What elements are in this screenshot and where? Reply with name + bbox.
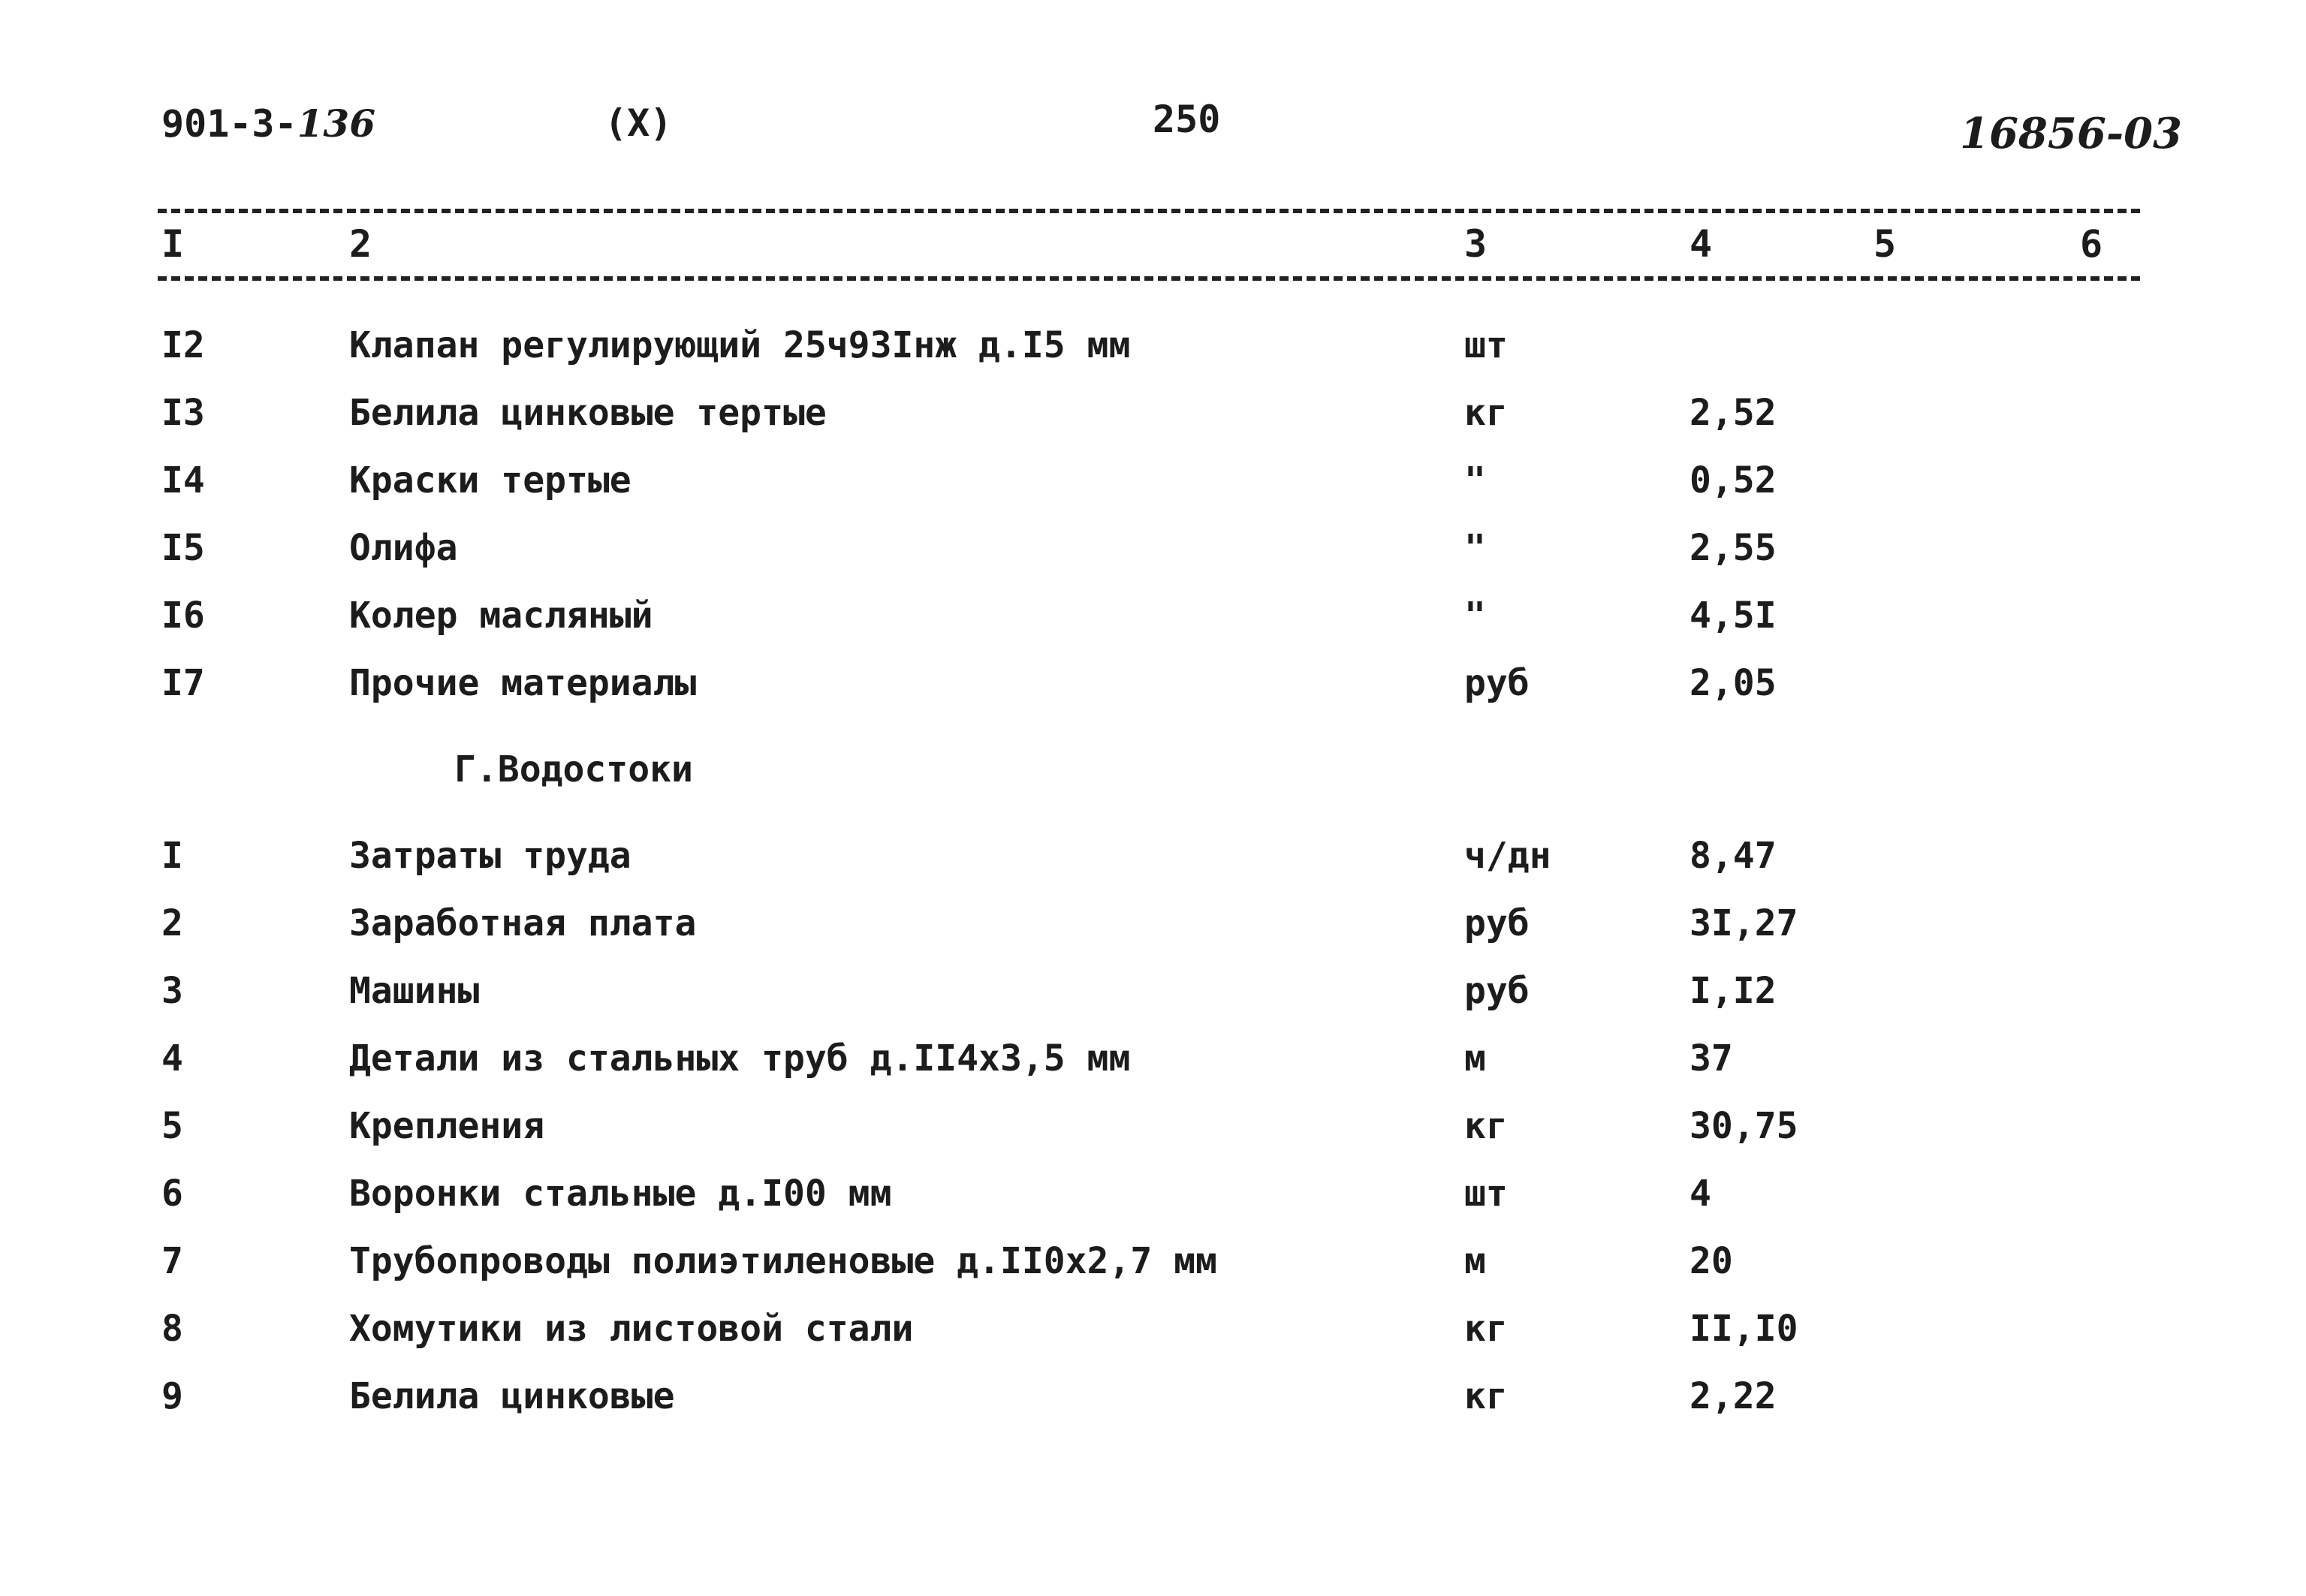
table-row — [0, 1096, 2306, 1156]
row-number: 6 — [161, 1173, 183, 1215]
row-name: Крепления — [349, 1105, 545, 1147]
row-qty: II,I0 — [1690, 1308, 1798, 1350]
row-unit: м — [1464, 1240, 1486, 1282]
row-qty: 0,52 — [1690, 459, 1777, 501]
row-unit: кг — [1464, 1105, 1508, 1147]
section-title: Г.Водостоки — [454, 748, 693, 790]
table-row — [0, 315, 2306, 375]
table-row — [0, 961, 2306, 1021]
row-qty: 2,22 — [1690, 1375, 1777, 1417]
header-divider-bottom — [158, 276, 2140, 281]
doc-code-typed: 901-3- — [161, 102, 297, 146]
row-name: Машины — [349, 970, 480, 1012]
row-qty: 37 — [1690, 1037, 1733, 1080]
row-unit: ч/дн — [1464, 835, 1551, 877]
column-header-3: 3 — [1464, 222, 1488, 266]
stamp-number: 16856-03 — [1960, 109, 2182, 158]
row-number: 4 — [161, 1037, 183, 1080]
row-name: Белила цинковые — [349, 1375, 675, 1417]
row-unit: " — [1464, 459, 1486, 501]
row-unit: кг — [1464, 1375, 1508, 1417]
row-unit: кг — [1464, 392, 1508, 434]
row-number: 9 — [161, 1375, 183, 1417]
table-row — [0, 653, 2306, 713]
row-number: I2 — [161, 324, 205, 366]
row-number: 5 — [161, 1105, 183, 1147]
row-unit: руб — [1464, 970, 1530, 1012]
column-header-2: 2 — [349, 222, 372, 266]
table-row — [0, 1299, 2306, 1359]
row-unit: " — [1464, 595, 1486, 637]
row-qty: 20 — [1690, 1240, 1733, 1282]
row-name: Олифа — [349, 527, 458, 569]
doc-code — [161, 101, 375, 146]
row-number: 7 — [161, 1240, 183, 1282]
row-number: I4 — [161, 459, 205, 501]
table-row — [0, 383, 2306, 443]
row-name: Затраты труда — [349, 835, 632, 877]
row-qty: 2,55 — [1690, 527, 1777, 569]
table-row — [0, 1366, 2306, 1426]
row-number: I3 — [161, 392, 205, 434]
row-name: Детали из стальных труб д.II4х3,5 мм — [349, 1037, 1131, 1080]
column-header-4: 4 — [1690, 222, 1713, 266]
table-row — [0, 518, 2306, 578]
row-unit: " — [1464, 527, 1486, 569]
row-qty: 8,47 — [1690, 835, 1777, 877]
row-qty: 3I,27 — [1690, 902, 1798, 944]
row-number: I7 — [161, 662, 205, 704]
row-qty: 2,52 — [1690, 392, 1777, 434]
row-qty: 2,05 — [1690, 662, 1777, 704]
row-unit: м — [1464, 1037, 1486, 1080]
row-number: I5 — [161, 527, 205, 569]
table-row — [0, 1231, 2306, 1291]
row-unit: руб — [1464, 902, 1530, 944]
doc-code-handwritten: 136 — [297, 101, 375, 146]
row-qty: 4 — [1690, 1173, 1711, 1215]
row-name: Трубопроводы полиэтиленовые д.II0х2,7 мм — [349, 1240, 1217, 1282]
row-name: Заработная плата — [349, 902, 697, 944]
table-row — [0, 826, 2306, 886]
column-header-5: 5 — [1873, 222, 1897, 266]
table-row — [0, 1164, 2306, 1224]
row-qty: I,I2 — [1690, 970, 1777, 1012]
section-mark: (X) — [604, 101, 673, 145]
row-number: I6 — [161, 595, 205, 637]
row-qty: 4,5I — [1690, 595, 1777, 637]
row-name: Краски тертые — [349, 459, 632, 501]
column-header-1: I — [161, 222, 185, 266]
row-name: Колер масляный — [349, 595, 653, 637]
column-header-6: 6 — [2080, 222, 2103, 266]
row-number: 3 — [161, 970, 183, 1012]
row-number: 2 — [161, 902, 183, 944]
table-row — [0, 586, 2306, 646]
table-row — [0, 893, 2306, 953]
row-name: Прочие материалы — [349, 662, 697, 704]
page-number: 250 — [1153, 98, 1221, 141]
table-row — [0, 1028, 2306, 1089]
row-unit: шт — [1464, 1173, 1508, 1215]
row-unit: кг — [1464, 1308, 1508, 1350]
table-row — [0, 450, 2306, 510]
row-number: I — [161, 835, 183, 877]
row-name: Хомутики из листовой стали — [349, 1308, 914, 1350]
row-number: 8 — [161, 1308, 183, 1350]
row-name: Клапан регулирующий 25ч93Iнж д.I5 мм — [349, 324, 1131, 366]
row-unit: шт — [1464, 324, 1508, 366]
column-header-row — [0, 214, 2306, 274]
header-divider-top — [158, 209, 2140, 213]
row-name: Белила цинковые тертые — [349, 392, 827, 434]
row-name: Воронки стальные д.I00 мм — [349, 1173, 892, 1215]
row-qty: 30,75 — [1690, 1105, 1798, 1147]
row-unit: руб — [1464, 662, 1530, 704]
